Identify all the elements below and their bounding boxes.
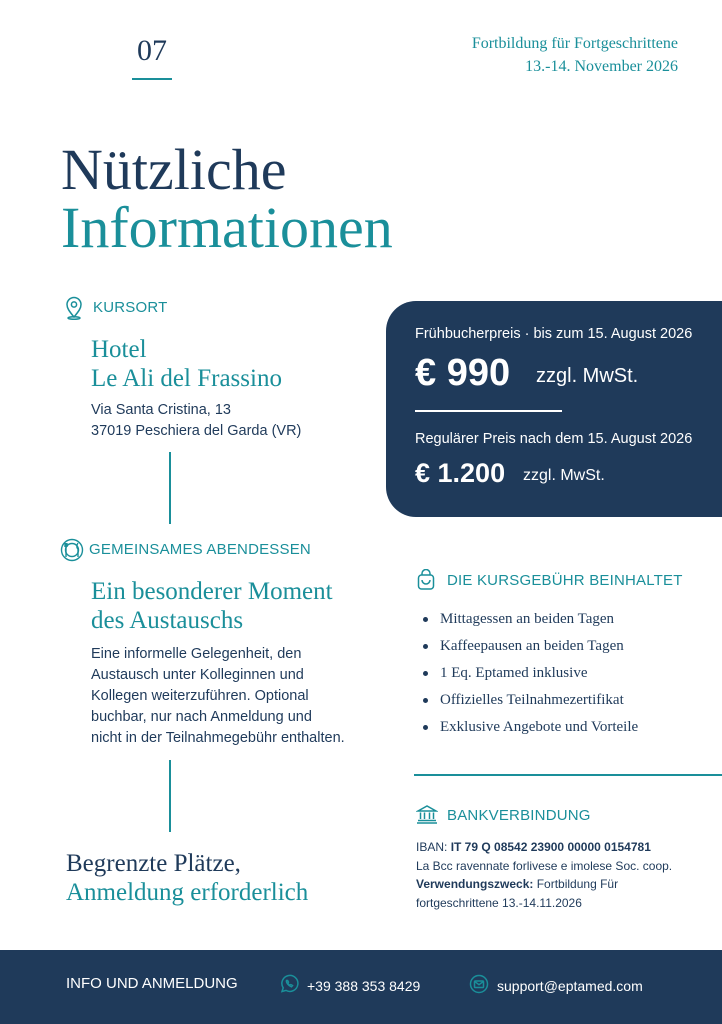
footer-email-address[interactable]: support@eptamed.com [497, 977, 643, 994]
page-title-line2: Informationen [61, 195, 393, 260]
purpose-line [416, 875, 672, 894]
page-number: 07 [137, 34, 167, 67]
hotel-address [91, 400, 301, 442]
bank-heading [416, 804, 591, 826]
dinner-text-line: nicht in der Teilnahmegebühr enthalten. [91, 730, 345, 746]
hotel-name [91, 335, 282, 393]
footer-bar [0, 950, 722, 1024]
bullet-icon [423, 644, 428, 649]
bank-icon [416, 804, 438, 826]
footer-label: INFO UND ANMELDUNG [66, 975, 238, 992]
dinner-title [91, 577, 333, 635]
includes-list [420, 606, 638, 741]
bank-heading-label: BANKVERBINDUNG [447, 806, 591, 824]
list-item [420, 687, 638, 714]
regular-price-vat: zzgl. MwSt. [523, 467, 605, 484]
limited-seats-line1: Begrenzte Plätze, [66, 850, 241, 877]
header-date-line: 13.-14. November 2026 [525, 58, 678, 75]
dinner-text-line: Eine informelle Gelegenheit, den [91, 646, 302, 662]
divider-vertical [169, 760, 171, 832]
page-title-line1: Nützliche [61, 137, 287, 202]
location-pin-icon [64, 296, 86, 318]
list-item-text: Kaffeepausen an beiden Tagen [440, 638, 624, 654]
bag-icon [416, 569, 438, 591]
early-bird-price: € 990 [415, 352, 511, 394]
divider-vertical [169, 452, 171, 524]
list-item-text: Exklusive Angebote und Vorteile [440, 719, 639, 735]
purpose-value-line2: fortgeschrittene 13.-14.11.2026 [416, 895, 582, 910]
iban-label: IBAN: [416, 840, 448, 854]
list-item-text: Mittagessen an beiden Tagen [440, 611, 615, 627]
kursort-heading [64, 296, 167, 318]
header-course-info [472, 32, 678, 78]
includes-heading-label: DIE KURSGEBÜHR BEINHALTET [447, 571, 683, 589]
page-number-underline [132, 78, 172, 80]
dinner-title-line1: Ein besonderer Moment [91, 578, 333, 605]
iban-line [416, 838, 672, 857]
early-bird-vat: zzgl. MwSt. [536, 365, 639, 387]
dinner-text-line: Austausch unter Kolleginnen und [91, 667, 304, 683]
price-divider [415, 410, 562, 412]
dinner-heading-label: GEMEINSAMES ABENDESSEN [89, 540, 311, 558]
list-item [420, 714, 638, 741]
early-bird-label: Frühbucherpreis · bis zum 15. August 2026 [415, 326, 693, 342]
list-item-text: 1 Eq. Eptamed inklusive [440, 665, 588, 681]
list-item [420, 633, 638, 660]
section-divider [414, 774, 722, 776]
dinner-heading [60, 538, 311, 560]
kursort-heading-label: KURSORT [93, 298, 168, 316]
address-line1: Via Santa Cristina, 13 [91, 402, 231, 418]
regular-price-label: Regulärer Preis nach dem 15. August 2026 [415, 431, 693, 447]
bank-details [416, 838, 672, 912]
header-course-line: Fortbildung für Fortgeschrittene [471, 35, 678, 52]
dinner-description [91, 644, 391, 749]
includes-heading [416, 569, 683, 591]
bullet-icon [423, 698, 428, 703]
whatsapp-icon [279, 974, 299, 997]
dinner-text-line: buchbar, nur nach Anmeldung und [91, 709, 312, 725]
list-item [420, 606, 638, 633]
bullet-icon [423, 617, 428, 622]
limited-seats-line2: Anmeldung erforderlich [66, 879, 309, 906]
purpose-label: Verwendungszweck: [416, 877, 534, 891]
address-line2: 37019 Peschiera del Garda (VR) [91, 423, 302, 439]
bank-name: La Bcc ravennate forlivese e imolese Soc. coop. [416, 858, 673, 873]
iban-value: IT 79 Q 08542 23900 00000 0154781 [450, 840, 651, 854]
dinner-text-line: Kollegen weiterzuführen. Optional [91, 688, 309, 704]
regular-price: € 1.200 [415, 458, 506, 488]
footer-phone-number[interactable]: +39 388 353 8429 [307, 977, 421, 994]
purpose-value-line1: Fortbildung Für [536, 877, 619, 891]
dinner-title-line2: des Austauschs [91, 607, 244, 634]
footer-phone[interactable] [279, 974, 420, 997]
cutlery-icon [60, 538, 82, 560]
mail-icon [469, 974, 489, 997]
list-item [420, 660, 638, 687]
price-box [386, 301, 722, 517]
hotel-name-line2: Le Ali del Frassino [91, 365, 282, 392]
footer-email[interactable] [469, 974, 643, 997]
hotel-name-line1: Hotel [91, 336, 147, 363]
bullet-icon [423, 671, 428, 676]
list-item-text: Offizielles Teilnahmezertifikat [440, 692, 624, 708]
bullet-icon [423, 725, 428, 730]
